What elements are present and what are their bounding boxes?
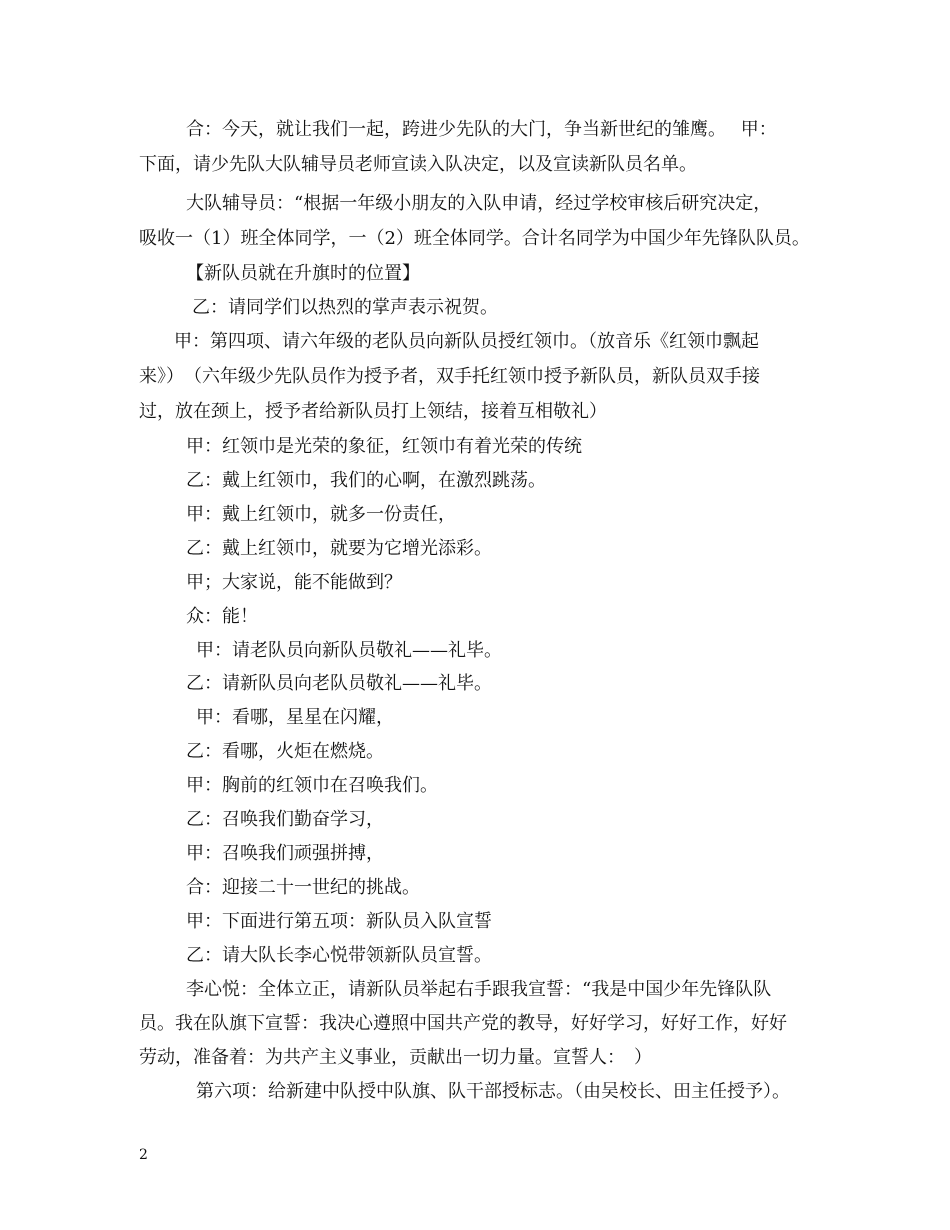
text-line: 甲：红领巾是光荣的象征，红领巾有着光荣的传统 xyxy=(186,436,582,457)
text-line: 乙：请新队员向老队员敬礼——礼毕。 xyxy=(186,673,492,694)
text-line: 过，放在颈上，授予者给新队员打上领结，接着互相敬礼） xyxy=(139,401,607,422)
text-line: 甲：请老队员向新队员敬礼——礼毕。 xyxy=(196,640,502,661)
text-line: 乙：请大队长李心悦带领新队员宣誓。 xyxy=(186,945,492,966)
text-line: 甲：胸前的红领巾在召唤我们。 xyxy=(186,775,438,796)
text-line: 合：迎接二十一世纪的挑战。 xyxy=(186,877,420,898)
text-line: 众：能！ xyxy=(186,606,258,627)
text-line: 第六项：给新建中队授中队旗、队干部授标志。（由吴校长、田主任授予）。 xyxy=(196,1081,790,1102)
text-line: 乙：看哪，火炬在燃烧。 xyxy=(186,741,384,762)
text-line: 来》） （六年级少先队员作为授予者，双手托红领巾授予新队员，新队员双手接 xyxy=(139,366,760,387)
text-line: 甲：召唤我们顽强拼搏， xyxy=(186,843,384,864)
page-number: 2 xyxy=(139,1147,148,1163)
text-line: 合：今天，就让我们一起，跨进少先队的大门，争当新世纪的雏鹰。 甲： xyxy=(186,119,777,140)
text-line: 乙：戴上红领巾，就要为它增光添彩。 xyxy=(186,538,492,559)
text-line: 乙：召唤我们勤奋学习， xyxy=(186,809,384,830)
text-line: 甲：戴上红领巾，就多一份责任， xyxy=(186,504,456,525)
text-line: 大队辅导员：“根据一年级小朋友的入队申请，经过学校审核后研究决定， xyxy=(186,193,772,214)
text-line: 甲：下面进行第五项：新队员入队宣誓 xyxy=(186,911,492,932)
text-line: 甲：看哪，星星在闪耀， xyxy=(196,707,394,728)
text-line: 【新队员就在升旗时的位置】 xyxy=(186,263,420,284)
text-line: 劳动，准备着：为共产主义事业，贡献出一切力量。宣誓人： ） xyxy=(139,1047,652,1068)
text-line: 吸收一（1）班全体同学，一（2）班全体同学。合计名同学为中国少年先锋队队员。 xyxy=(139,228,810,249)
text-line: 下面，请少先队大队辅导员老师宣读入队决定，以及宣读新队员名单。 xyxy=(139,154,697,175)
text-line: 乙：请同学们以热烈的掌声表示祝贺。 xyxy=(192,297,498,318)
text-line: 员。我在队旗下宣誓：我决心遵照中国共产党的教导，好好学习，好好工作，好好 xyxy=(139,1013,787,1034)
text-line: 甲；大家说，能不能做到？ xyxy=(186,572,402,593)
text-line: 李心悦：全体立正，请新队员举起右手跟我宣誓：“我是中国少年先锋队队 xyxy=(186,979,772,1000)
text-line: 乙：戴上红领巾，我们的心啊，在激烈跳荡。 xyxy=(186,470,546,491)
text-line: 甲：第四项、请六年级的老队员向新队员授红领巾。（放音乐《红领巾飘起 xyxy=(174,331,759,352)
